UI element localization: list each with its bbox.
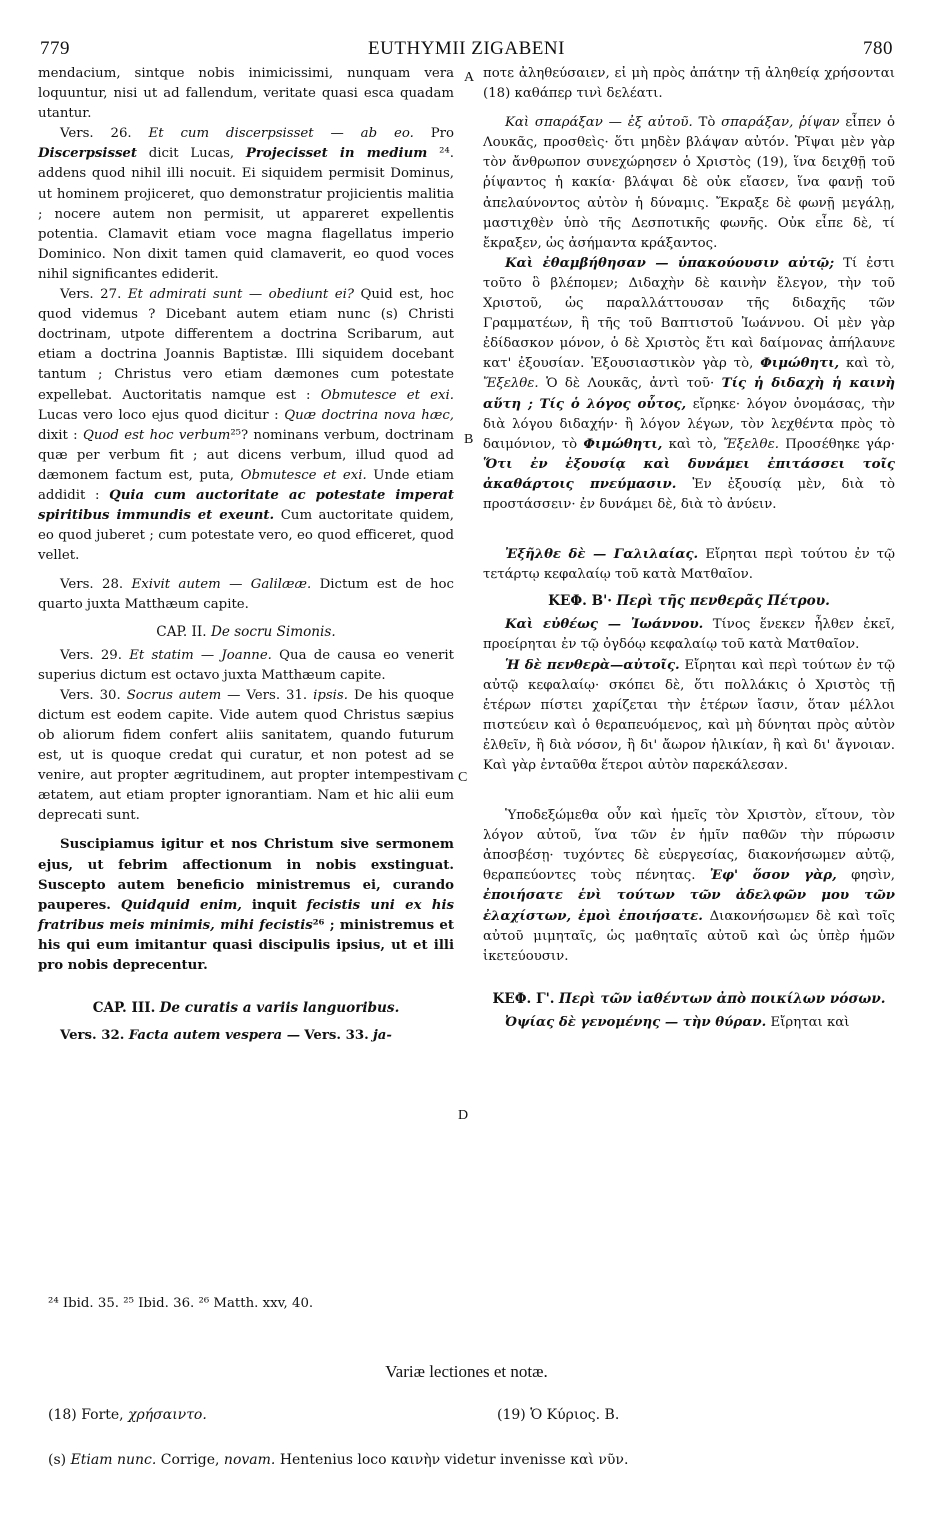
footnotes: ²⁴ Ibid. 35. ²⁵ Ibid. 36. ²⁶ Matth. xxv, 40.: [48, 1296, 314, 1311]
latin-paragraph: Vers. 32. Facta autem vespera — Vers. 33. ja-: [60, 1028, 392, 1044]
greek-paragraph: Ὑποδεξώμεθα οὖν καὶ ἡμεῖς τὸν Χριστὸν, εἴτουν, τὸν λόγον αὐτοῦ, ἵνα τῶν ἐν ἡμῖν παθῶν τὴν πύρωσιν ἀποσβέσῃ· τυχόντες δὲ εὐεργεσίας, διακονήσωμεν αὐτῷ, θεραπεύοντες τοὺς πένητας. Ἐφ' ὅσον γὰρ, φησὶν, ἐποιήσατε ἑνὶ τούτων τῶν ἀδελφῶν μου τῶν ἐλαχίστων, ἐμοὶ ἐποιήσατε. Διακονήσωμεν δὲ καὶ τοῖς αὐτοῦ μιμηταῖς, ὡς μαθηταῖς αὐτοῦ καὶ ὡς ὑπὲρ ἡμῶν ἱκετεύουσιν.: [483, 808, 896, 964]
latin-column: [38, 64, 454, 1046]
note-s: (s) Etiam nunc. Corrige, novam. Hentenius loco καινὴν videtur invenisse καὶ νῦν.: [48, 1452, 629, 1468]
latin-paragraph: Vers. 28. Exivit autem — Galilææ. Dictum est de hoc quarto juxta Matthæum capite.: [38, 577, 455, 613]
greek-column: [483, 64, 895, 1033]
running-title: EUTHYMII ZIGABENI: [368, 38, 565, 59]
page-number-right: 780: [863, 38, 893, 59]
page-header: [0, 38, 933, 64]
margin-marker-d: D: [458, 1108, 469, 1123]
note-19: (19) Ὁ Κύριος. B.: [497, 1407, 620, 1423]
margin-marker-a: A: [464, 70, 475, 85]
latin-chapter-heading: CAP. II. De socru Simonis.: [156, 623, 336, 640]
latin-paragraph: Vers. 27. Et admirati sunt — obediunt ei? Quid est, hoc quod videmus ? Dicebant autem etiam nunc (s) Christi doctrinam, utpote differentem a doctrina Scribarum, aut etiam a doctrina Joannis Baptistæ. Illi siquidem docebant tantum ; Christus vero etiam dæmones cum potestate expellebat. Auctoritatis namque est : Obmutesce et exi. Lucas vero loco ejus quod dicitur : Quæ doctrina nova hæc, dixit : Quod est hoc verbum²⁵? nominans verbum, doctrinam quæ per verbum fit ; aut dicens verbum, illud quod ad dæmonem factum est, puta, Obmutesce et exi. Unde etiam addidit : Quia cum auctoritate ac potestate imperat spiritibus immundis et exeunt. Cum auctoritate quidem, eo quod juberet ; cum potestate vero, eo quod efficeret, quod vellet.: [38, 287, 455, 564]
margin-marker-b: B: [464, 432, 474, 447]
latin-paragraph: Vers. 26. Et cum discerpsisset — ab eo. Pro Discerpsisset dicit Lucas, Projecisset in medium ²⁴. addens quod nihil illi nocuit. Ei siquidem permisit Dominus, ut hominem projiceret, quo demonstratur projicientis malitia ; nocere autem non permisit, ut appareret expellentis potentia. Clamavit etiam voce magna flagellatus imperio Dominico. Non dixit tamen quid clamaverit, eo quod voces nihil significantes ediderit.: [38, 126, 455, 282]
greek-paragraph: Ἐξῆλθε δὲ — Γαλιλαίας. Εἴρηται περὶ τούτου ἐν τῷ τετάρτῳ κεφαλαίῳ τοῦ κατὰ Ματθαῖον.: [483, 547, 895, 583]
latin-chapter-heading: CAP. III. De curatis a variis languoribus.: [92, 1000, 400, 1017]
note-18: (18) Forte, χρήσαιντο.: [48, 1407, 207, 1423]
latin-paragraph: Vers. 30. Socrus autem — Vers. 31. ipsis. De his quoque dictum est eodem capite. Vide autem quod Christus sæpius ob aliorum fidem confert aliis sanitatem, quando futurum est, ut is quoque credat qui curatur, et non potest ad se venire, aut propter ægritudinem, aut propter intempestivam ætatem, aut etiam propter ignorantiam. Nam et hic alii eum deprecati sunt.: [38, 687, 454, 824]
notes-heading: Variæ lectiones et notæ.: [385, 1362, 548, 1381]
greek-paragraph: Ὀψίας δὲ γενομένης — τὴν θύραν. Εἴρηται καὶ: [505, 1014, 850, 1030]
margin-marker-c: C: [458, 770, 468, 785]
greek-paragraph: Καὶ σπαράξαν — ἐξ αὐτοῦ. Τὸ σπαράξαν, ῥίψαν εἶπεν ὁ Λουκᾶς, προσθεὶς· ὅτι μηδὲν βλάψαν αὐτόν. Ῥῖψαι μὲν γὰρ τὸν ἄνθρωπον συνεχώρησεν ὁ Χριστὸς (19), ἵνα δειχθῇ τοῦ ῥίψαντος ἡ κακία· βλάψαι δὲ οὐκ εἴασεν, ἵνα φανῇ τοῦ ἀπελαύνοντος αὐτὸν ἡ δύναμις. Ἔκραξε δὲ φωνῇ μεγάλῃ, μαστιχθὲν ὑπὸ τῆς Δεσποτικῆς φωνῆς. Οὐκ εἶπε δὲ, τί ἔκραξεν, ὡς ἀσήμαντα κράξαντος.: [483, 115, 896, 251]
latin-paragraph: Vers. 29. Et statim — Joanne. Qua de causa eo venerit superius dictum est octavo juxta Matthæum capite.: [38, 647, 454, 683]
greek-paragraph: Καὶ ἐθαμβήθησαν — ὑπακούουσιν αὐτῷ; Τί ἐστι τοῦτο ὃ βλέπομεν; Διδαχὴν δὲ καινὴν ἔλεγον, τὴν τοῦ Χριστοῦ, ὡς παραλλάττουσαν τῆς διδαχῆς τῶν Γραμματέων, ἢ τῆς τοῦ Βαπτιστοῦ Ἰωάννου. Οἱ μὲν γὰρ ἐδίδασκον μόνον, ὁ δὲ Χριστὸς ἔτι καὶ δαίμονας ἀπήλαυνε κατ' ἐξουσίαν. Ἐξουσιαστικὸν γὰρ τὸ, Φιμώθητι, καὶ τὸ, Ἔξελθε. Ὁ δὲ Λουκᾶς, ἀντὶ τοῦ· Τίς ἡ διδαχὴ ἡ καινὴ αὕτη ; Τίς ὁ λόγος οὗτος, εἴρηκε· λόγον ὀνομάσας, τὴν διὰ λόγου διδαχήν· ἢ λόγον λέγων, τὸν λεχθέντα πρὸς τὸ δαιμόνιον, τὸ Φιμώθητι, καὶ τὸ, Ἔξελθε. Προσέθηκε γάρ· Ὅτι ἐν ἐξουσίᾳ καὶ δυνάμει ἐπιτάσσει τοῖς ἀκαθάρτοις πνεύμασιν. Ἐν ἐξουσίᾳ μὲν, διὰ τὸ προστάσσειν· ἐν δυνάμει δὲ, διὰ τὸ ἀνύειν.: [483, 255, 896, 512]
greek-paragraph: ποτε ἀληθεύσαιεν, εἰ μὴ πρὸς ἀπάτην τῇ ἀληθείᾳ χρήσονται (18) καθάπερ τινὶ δελέατι.: [483, 66, 895, 102]
greek-chapter-heading: ΚΕΦ. Β'· Περὶ τῆς πενθερᾶς Πέτρου.: [548, 593, 830, 610]
greek-chapter-heading: ΚΕΦ. Γ'. Περὶ τῶν ἰαθέντων ἀπὸ ποικίλων νόσων.: [492, 990, 886, 1007]
greek-paragraph: Καὶ εὐθέως — Ἰωάννου. Τίνος ἕνεκεν ἦλθεν ἐκεῖ, προείρηται ἐν τῷ ὀγδόῳ κεφαλαίῳ τοῦ κατὰ Ματθαῖον.: [483, 617, 896, 653]
latin-paragraph: Suscipiamus igitur et nos Christum sive sermonem ejus, ut febrim affectionum in nobis exstinguat. Suscepto autem beneficio ministremus ei, curando pauperes. Quidquid enim, inquit fecistis uni ex his fratribus meis minimis, mihi fecistis²⁶ ; ministremus et his qui eum imitantur quasi discipulis ipsius, ut et illi pro nobis deprecentur.: [38, 837, 454, 974]
latin-paragraph: mendacium, sintque nobis inimicissimi, nunquam vera loquuntur, nisi ut ad fallendum, veritate quasi esca quadam utantur.: [38, 66, 454, 122]
page-number-left: 779: [40, 38, 70, 59]
greek-paragraph: Ἡ δὲ πενθερὰ—αὐτοῖς. Εἴρηται καὶ περὶ τούτων ἐν τῷ αὐτῷ κεφαλαίῳ· σκόπει δὲ, ὅτι πολλάκις ὁ Χριστὸς τῇ ἑτέρων πίστει χαρίζεται τὴν ἑτέρων ἴασιν, ὅταν μέλλοι πιστεύειν καὶ ὁ θεραπευόμενος, καὶ μὴ δύνηται πρὸς αὐτὸν ἐλθεῖν, ἢ διὰ νόσον, ἢ δι' ἄωρον ἡλικίαν, ἢ καὶ δι' ἄγνοιαν. Καὶ γὰρ ἐνταῦθα ἕτεροι αὐτὸν παρεκάλεσαν.: [483, 657, 895, 773]
